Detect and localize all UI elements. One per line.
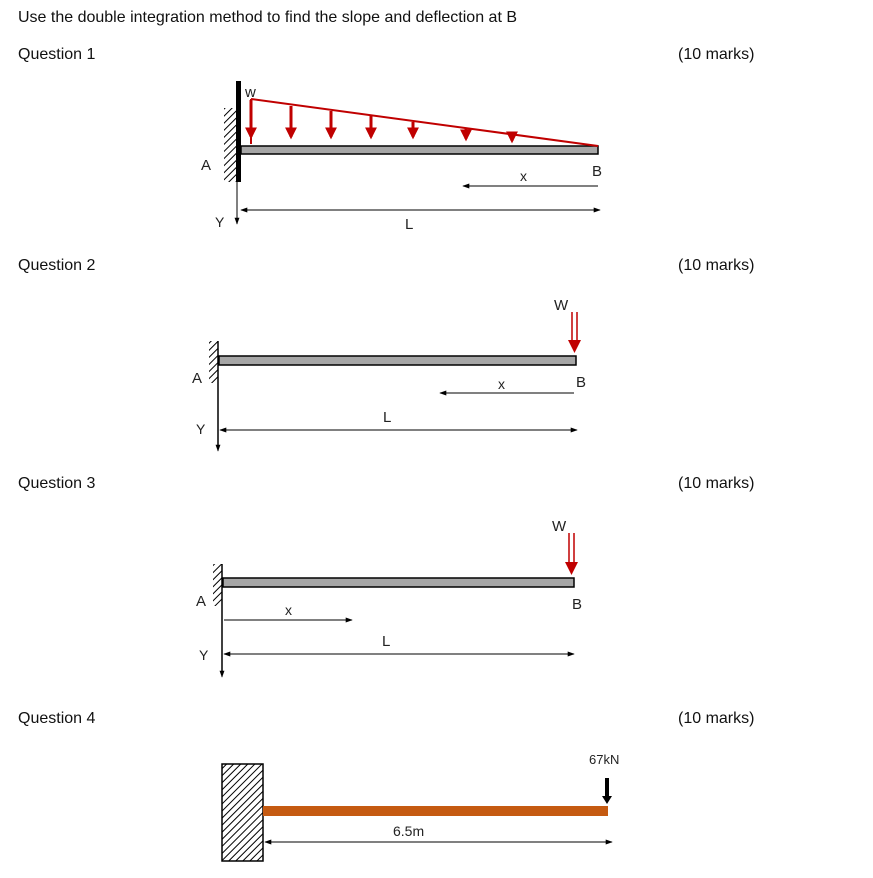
question-1-marks: (10 marks): [678, 46, 755, 63]
question-2-label: Question 2: [18, 257, 96, 274]
beam: [241, 146, 598, 154]
support-label-a: A: [201, 157, 212, 174]
load-label: W: [552, 518, 567, 535]
y-label: Y: [196, 421, 206, 437]
support-label-a: A: [196, 593, 207, 610]
point-load-arrow: [568, 312, 581, 353]
length-label: L: [382, 633, 391, 650]
triangular-load: [251, 99, 598, 146]
question-4-label: Question 4: [18, 710, 96, 727]
question-4-marks: (10 marks): [678, 710, 755, 727]
end-label-b: B: [576, 374, 587, 391]
beam: [219, 356, 576, 365]
load-label: w: [245, 84, 256, 101]
x-label: x: [520, 168, 527, 184]
point-load-arrow: [602, 778, 612, 804]
length-label: 6.5m: [393, 823, 425, 839]
length-label: L: [405, 216, 414, 233]
fixed-support-block: [222, 764, 263, 861]
point-load-arrow: [565, 533, 578, 575]
end-label-b: B: [572, 596, 583, 613]
figure-4: [222, 752, 619, 861]
instruction-text: Use the double integration method to find the slope and deflection at B: [18, 9, 518, 26]
question-3-label: Question 3: [18, 475, 96, 492]
x-label: x: [285, 602, 292, 618]
fixed-support-wall: [236, 81, 241, 182]
figure-3: [196, 518, 582, 677]
beam: [223, 578, 574, 587]
load-label: W: [554, 297, 569, 314]
length-label: L: [383, 409, 392, 426]
x-label: x: [498, 376, 505, 392]
question-3-marks: (10 marks): [678, 475, 755, 492]
y-label: Y: [215, 214, 225, 230]
fixed-support-hatch: [213, 564, 222, 606]
beam: [263, 806, 608, 816]
question-2-marks: (10 marks): [678, 257, 755, 274]
support-label-a: A: [192, 370, 203, 387]
end-label-b: B: [592, 163, 603, 180]
question-1-label: Question 1: [18, 46, 96, 63]
load-label: 67kN: [589, 752, 620, 767]
fixed-support-hatch: [224, 108, 237, 182]
figure-2: [192, 297, 586, 451]
figure-1: [201, 81, 602, 233]
fixed-support-hatch: [209, 341, 218, 383]
y-label: Y: [199, 647, 209, 663]
